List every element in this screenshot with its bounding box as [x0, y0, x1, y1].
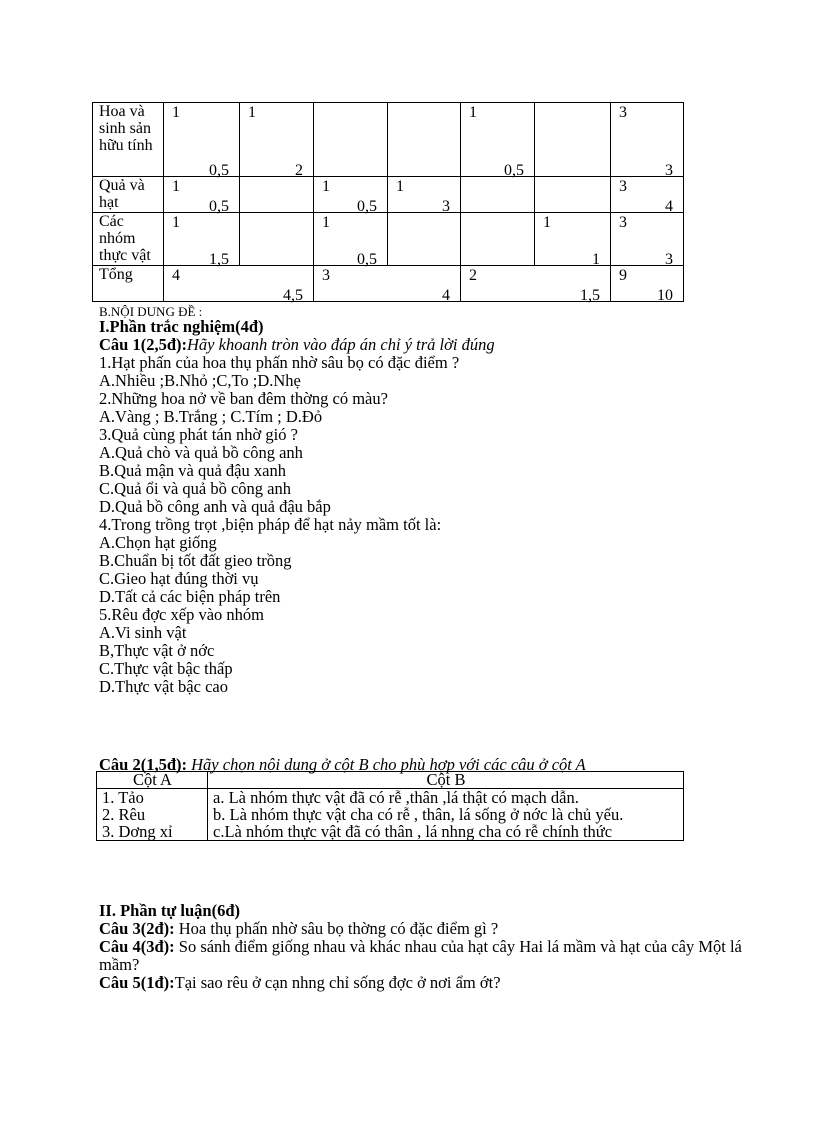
q1-line: D.Thực vật bậc cao: [99, 677, 228, 696]
matrix-cell: 1 0,5: [164, 177, 240, 213]
matrix-cell: [535, 177, 611, 213]
matrix-cell: 4 4,5: [164, 266, 314, 302]
matrix-cell: 1 0,5: [314, 177, 388, 213]
matrix-cell: [461, 177, 535, 213]
row-label: Các nhóm thực vật: [93, 213, 164, 266]
matrix-row: [93, 213, 684, 266]
q1-line: A.Quả chò và quả bồ công anh: [99, 443, 303, 462]
matrix-cell: 3 4: [314, 266, 461, 302]
matrix-cell: 1 3: [388, 177, 461, 213]
matching-row: [97, 823, 684, 841]
q1-line: 4.Trong trồng trọt ,biện pháp để hạt nảy mầm tốt là:: [99, 515, 442, 534]
matching-table: [96, 771, 684, 841]
matrix-cell: 2 1,5: [461, 266, 611, 302]
q1-line: B.Quả mận và quả đậu xanh: [99, 461, 286, 480]
matrix-cell: 3 4: [611, 177, 684, 213]
q1-line: C.Gieo hạt đúng thời vụ: [99, 569, 259, 588]
column-a-cell: 3. Dơng xỉ: [97, 823, 208, 841]
q1-line: A.Vàng ; B.Trắng ; C.Tím ; D.Đỏ: [99, 407, 323, 426]
matrix-cell: 9 10: [611, 266, 684, 302]
essay-section: [99, 902, 749, 992]
column-b-cell: a. Là nhóm thực vật đã có rễ ,thân ,lá thật có mạch dẫn.: [208, 789, 684, 807]
matrix-row-total: [93, 266, 684, 302]
matrix-cell: 1 1,5: [164, 213, 240, 266]
question-1-heading: Câu 1(2,5đ):Hãy khoanh tròn vào đáp án chỉ ý trả lời đúng: [99, 335, 495, 354]
column-a-cell: 2. Rêu: [97, 806, 208, 823]
matrix-cell: 3 3: [611, 103, 684, 177]
matrix-cell: 1 2: [240, 103, 314, 177]
question-2-heading: Câu 2(1,5đ): Hãy chọn nội dung ở cột B cho phù hợp với các câu ở cột A: [99, 755, 586, 774]
q1-line: D.Tất cả các biện pháp trên: [99, 587, 281, 606]
q1-line: B.Chuẩn bị tốt đất gieo trồng: [99, 551, 292, 570]
question-4: Câu 4(3đ): So sánh điểm giống nhau và khác nhau của hạt cây Hai lá mầm và hạt của cây Một lá mầm?: [99, 937, 742, 974]
q1-line: 3.Quả cùng phát tán nhờ gió ?: [99, 425, 298, 444]
matrix-cell: 1 0,5: [164, 103, 240, 177]
part1-title: I.Phần trắc nghiệm(4đ): [99, 317, 264, 336]
matching-header-row: [97, 772, 684, 789]
part2-title: II. Phần tự luận(6đ): [99, 901, 241, 920]
q1-line: A.Nhiều ;B.Nhỏ ;C,To ;D.Nhẹ: [99, 371, 301, 390]
matrix-cell: [314, 103, 388, 177]
row-label: Hoa và sinh sản hữu tính: [93, 103, 164, 177]
question-3: Câu 3(2đ): Hoa thụ phấn nhờ sâu bọ thờng có đặc điểm gì ?: [99, 919, 499, 938]
column-b-cell: c.Là nhóm thực vật đã có thân , lá nhng cha có rễ chính thức: [208, 823, 684, 841]
column-a-cell: 1. Tảo: [97, 789, 208, 807]
matrix-table: [92, 102, 684, 302]
section-b-heading: B.NỘI DUNG ĐỀ :: [99, 304, 203, 319]
column-a-header: Cột A: [97, 772, 208, 789]
matrix-cell: [240, 213, 314, 266]
test-content: [99, 306, 739, 696]
column-b-header: Cột B: [208, 772, 684, 789]
column-b-cell: b. Là nhóm thực vật cha có rễ , thân, lá sống ở nớc là chủ yếu.: [208, 806, 684, 823]
matrix-cell: [535, 103, 611, 177]
row-label: Tổng: [93, 266, 164, 302]
question-5: Câu 5(1đ):Tại sao rêu ở cạn nhng chỉ sống đợc ở nơi ẩm ớt?: [99, 973, 501, 992]
matrix-cell: 1 0,5: [461, 103, 535, 177]
matrix-cell: 1 1: [535, 213, 611, 266]
matrix-cell: [461, 213, 535, 266]
q1-line: A.Chọn hạt giống: [99, 533, 217, 552]
q1-line: B,Thực vật ở nớc: [99, 641, 215, 660]
matrix-cell: [388, 103, 461, 177]
matrix-cell: [240, 177, 314, 213]
matrix-cell: 1 0,5: [314, 213, 388, 266]
matching-row: [97, 789, 684, 807]
q1-line: 2.Những hoa nở về ban đêm thờng có màu?: [99, 389, 388, 408]
q1-line: 1.Hạt phấn của hoa thụ phấn nhờ sâu bọ có đặc điểm ?: [99, 353, 460, 372]
matrix-cell: [388, 213, 461, 266]
q1-line: 5.Rêu đợc xếp vào nhóm: [99, 605, 264, 624]
matrix-row: [93, 177, 684, 213]
matrix-cell: 3 3: [611, 213, 684, 266]
matrix-row: [93, 103, 684, 177]
matching-row: [97, 806, 684, 823]
row-label: Quả và hạt: [93, 177, 164, 213]
q1-line: C.Quả ổi và quả bồ công anh: [99, 479, 291, 498]
q1-line: C.Thực vật bậc thấp: [99, 659, 233, 678]
q1-line: A.Vi sinh vật: [99, 623, 187, 642]
q1-line: D.Quả bồ công anh và quả đậu bắp: [99, 497, 331, 516]
